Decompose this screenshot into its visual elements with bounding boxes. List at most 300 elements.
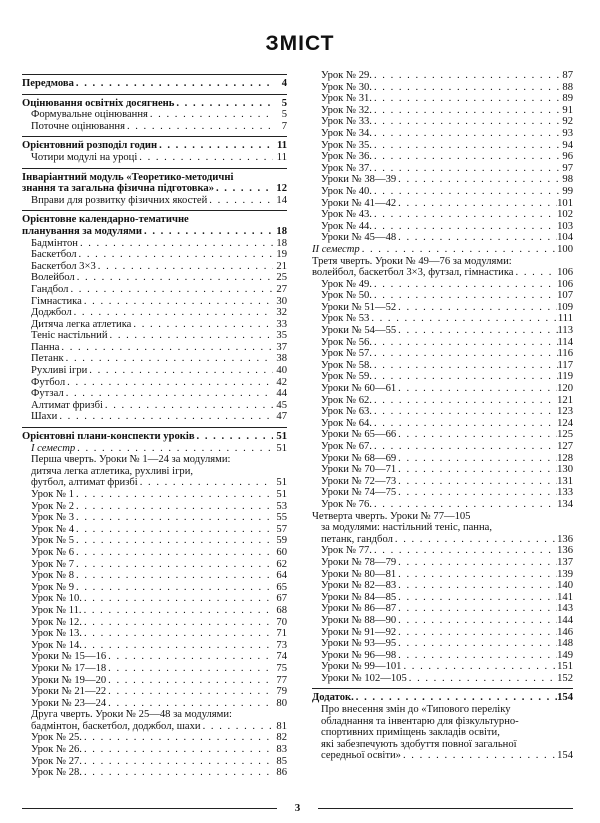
toc-entry-title: Уроки № 84—85 — [321, 591, 397, 603]
toc-entry-title: Уроки № 41—42 — [321, 197, 397, 209]
toc-entry-title: Уроки № 19—20 — [31, 674, 107, 686]
toc-entry-title: Урок № 3 — [31, 512, 75, 524]
toc-entry-title: Урок № 59. — [321, 371, 372, 383]
toc-entry — [22, 489, 287, 501]
toc-entry — [22, 249, 287, 261]
toc-entry-title: Петанк — [31, 353, 64, 365]
toc-entry-title: Уроки № 74—75 — [321, 487, 397, 499]
toc-page-number: 53 — [276, 500, 287, 512]
toc-page-number: 5 — [281, 97, 287, 109]
toc-entry-title: Урок № 14. — [31, 639, 82, 651]
toc-page-number: 21 — [276, 260, 287, 272]
dot-leader — [82, 640, 273, 652]
toc-page-number: 4 — [281, 78, 287, 89]
toc-entry-title: Урок № 44. — [321, 220, 372, 232]
toc-entry-title: Уроки № 45—48 — [321, 232, 397, 244]
toc-page-number: 18 — [276, 225, 287, 237]
toc-page-number: 127 — [557, 441, 573, 452]
dot-leader — [372, 105, 559, 117]
dot-leader — [137, 152, 273, 164]
toc-entry-title: Уроки № 65—66 — [321, 429, 397, 441]
toc-page-number: 91 — [562, 104, 573, 116]
dot-leader — [372, 337, 558, 349]
dot-leader — [407, 673, 557, 685]
toc-page-number: 113 — [557, 325, 573, 337]
toc-page-number: 83 — [276, 744, 287, 756]
toc-page-number: 125 — [557, 429, 573, 441]
toc-entry — [312, 82, 573, 94]
dot-leader — [372, 140, 559, 152]
page-footer — [22, 803, 573, 815]
toc-page-number: 67 — [276, 593, 287, 605]
toc-entry-title: Панна — [31, 341, 60, 353]
toc-entry-title: Урок № 28. — [31, 767, 82, 779]
dot-leader — [157, 140, 273, 152]
toc-entry-title: петанк, гандбол — [321, 533, 393, 545]
dot-leader — [372, 406, 557, 418]
toc-entry-title: футбол, алтимат фризбі — [31, 477, 138, 489]
toc-page-number: 119 — [557, 371, 573, 383]
toc-entry — [22, 582, 287, 594]
toc-entry-title: Уроки № 86—87 — [321, 603, 397, 615]
dot-leader — [396, 487, 557, 499]
dot-leader — [82, 593, 273, 605]
toc-entry — [312, 383, 573, 395]
dot-leader — [59, 342, 273, 354]
dot-leader — [108, 330, 273, 342]
toc-page-number: 87 — [562, 70, 573, 81]
toc-page-number: 128 — [557, 452, 573, 464]
toc-entry-title: Вправи для розвитку фізичних якостей — [31, 194, 208, 206]
toc-entry — [312, 232, 573, 244]
toc-page-number: 154 — [557, 750, 573, 762]
dot-leader — [82, 628, 273, 640]
toc-page-number: 131 — [557, 475, 573, 487]
toc-entry — [312, 476, 573, 488]
dot-leader — [148, 109, 273, 121]
toc-page-number: 154 — [557, 692, 573, 704]
dot-leader — [396, 198, 557, 210]
dot-leader — [372, 290, 557, 302]
dot-leader — [82, 732, 273, 744]
toc-page-number: 55 — [276, 512, 287, 524]
toc-entry — [312, 534, 573, 546]
toc-page-number: 144 — [557, 614, 573, 626]
toc-entry-title: Урок № 62. — [321, 394, 372, 406]
toc-entry-title: Урок № 26. — [31, 744, 82, 756]
toc-entry: які забезпечують здобуття повної загальної — [321, 738, 517, 750]
toc-entry — [22, 261, 287, 273]
toc-page-number: 68 — [276, 604, 287, 616]
toc-entry — [312, 174, 573, 186]
toc-page-number: 101 — [557, 197, 573, 209]
toc-entry: за модулями: настільний теніс, панна, — [321, 522, 492, 534]
toc-entry-title: Гандбол — [31, 283, 69, 295]
dot-leader — [396, 638, 557, 650]
toc-entry — [22, 330, 287, 342]
toc-entry — [312, 395, 573, 407]
toc-page-number: 85 — [276, 755, 287, 767]
dot-leader — [396, 429, 557, 441]
toc-entry-title: Уроки № 68—69 — [321, 452, 397, 464]
dot-leader — [75, 443, 273, 455]
toc-entry — [312, 545, 573, 557]
toc-entry — [22, 744, 287, 756]
dot-leader — [74, 570, 273, 582]
dot-leader — [396, 557, 557, 569]
toc-entry — [312, 70, 573, 82]
dot-leader — [138, 477, 273, 489]
toc-entry — [312, 279, 573, 291]
toc-entry-title: Урок № 5 — [31, 535, 75, 547]
toc-page-number: 73 — [276, 639, 287, 651]
toc-entry — [22, 651, 287, 663]
dot-leader — [74, 535, 273, 547]
toc-entry-title: Уроки № 70—71 — [321, 464, 397, 476]
toc-entry-title: Урок № 34. — [321, 127, 372, 139]
dot-leader — [75, 272, 273, 284]
toc-page-number: 19 — [276, 249, 287, 261]
toc-entry-title: Урок № 67. — [321, 441, 372, 452]
dot-leader — [372, 186, 559, 198]
dot-leader — [396, 383, 557, 395]
dot-leader — [396, 627, 557, 639]
dot-leader — [74, 524, 273, 536]
toc-entry-title: Урок № 7 — [31, 558, 75, 570]
toc-entry — [22, 756, 287, 768]
toc-entry — [312, 186, 573, 198]
dot-leader — [396, 325, 557, 337]
toc-entry — [312, 221, 573, 233]
dot-leader — [396, 302, 557, 314]
toc-entry: Четверта чверть. Уроки № 77—105 — [312, 510, 471, 522]
dot-leader — [106, 651, 273, 663]
dot-leader — [372, 441, 557, 453]
toc-entry — [22, 74, 287, 90]
toc-page-number: 123 — [557, 406, 573, 418]
toc-entry — [22, 353, 287, 365]
dot-leader — [74, 582, 273, 594]
toc-page-number: 75 — [276, 662, 287, 674]
toc-entry-title: Уроки № 17—18 — [31, 662, 107, 674]
toc-entry-title: Урок № 64. — [321, 417, 372, 429]
toc-entry — [312, 348, 573, 360]
toc-entry-title: Уроки № 54—55 — [321, 325, 397, 337]
toc-entry-title: Уроки № 72—73 — [321, 475, 397, 487]
dot-leader — [360, 244, 557, 256]
toc-page-number: 107 — [557, 290, 573, 302]
toc-page-number: 141 — [557, 591, 573, 603]
toc-entry-title: середньої освіти» — [321, 750, 401, 762]
toc-entry-title: Урок № 6 — [31, 546, 75, 558]
toc-entry-title: Урок № 57. — [321, 348, 372, 360]
toc-entry — [22, 721, 287, 733]
toc-entry-title: Доджбол — [31, 307, 72, 319]
dot-leader — [64, 353, 273, 365]
toc-page-number: 98 — [562, 174, 573, 186]
dot-leader — [372, 371, 558, 383]
toc-page-number: 134 — [557, 498, 573, 510]
toc-page-number: 151 — [557, 661, 573, 673]
toc-entry — [22, 136, 287, 152]
dot-leader — [201, 721, 273, 733]
toc-page-number: 35 — [276, 330, 287, 342]
toc-entry: Друга чверть. Уроки № 25—48 за модулями: — [31, 709, 233, 721]
toc-entry-title: знання та загальна фізична підготовка» — [22, 183, 214, 195]
toc-entry-title: Урок № 9 — [31, 581, 75, 593]
toc-entry — [312, 688, 573, 704]
toc-entry — [312, 163, 573, 175]
toc-entry — [22, 512, 287, 524]
toc-page-number: 30 — [276, 295, 287, 307]
toc-page-number: 86 — [276, 767, 287, 779]
dot-leader — [372, 348, 558, 360]
toc-page-number: 11 — [276, 151, 287, 163]
toc-entry — [22, 675, 287, 687]
toc-entry — [312, 441, 573, 453]
dot-leader — [106, 663, 273, 675]
dot-leader — [372, 93, 559, 105]
toc-entry-title: Волейбол — [31, 272, 75, 284]
toc-page-number: 81 — [276, 720, 287, 732]
toc-entry — [312, 313, 573, 325]
toc-page-number: 59 — [276, 535, 287, 547]
toc-entry — [312, 453, 573, 465]
dot-leader — [372, 395, 557, 407]
toc-entry-title: Передмова — [22, 78, 74, 89]
toc-entry-title: Уроки № 38—39 — [321, 174, 397, 186]
toc-entry — [22, 640, 287, 652]
toc-entry — [22, 605, 287, 617]
toc-entry — [312, 580, 573, 592]
toc-page-number: 140 — [557, 580, 573, 592]
toc-entry — [312, 290, 573, 302]
dot-leader — [74, 489, 273, 501]
toc-entry-title: Урок № 31. — [321, 93, 372, 105]
toc-page-number: 139 — [557, 568, 573, 580]
toc-entry — [312, 244, 573, 256]
toc-entry — [22, 477, 287, 489]
dot-leader — [372, 163, 559, 175]
toc-entry: Перша чверть. Уроки № 1—24 за модулями: — [31, 454, 231, 466]
toc-entry-title: Урок № 36. — [321, 151, 372, 163]
toc-page-number: 7 — [281, 120, 287, 132]
toc-entry — [312, 661, 573, 673]
toc-entry-title: Уроки № 21—22 — [31, 686, 107, 698]
toc-page-number: 116 — [557, 348, 573, 360]
page-title: ЗМІСТ — [265, 32, 335, 55]
toc-page-number: 121 — [557, 394, 573, 406]
toc-page-number: 102 — [557, 209, 573, 221]
toc-entry-title: Орієнтовний розподіл годин — [22, 140, 158, 152]
toc-entry — [22, 628, 287, 640]
toc-entry — [22, 443, 287, 455]
toc-page-number: 89 — [562, 93, 573, 105]
toc-entry-title: Футзал — [31, 388, 64, 400]
dot-leader — [68, 284, 273, 296]
toc-entry — [312, 116, 573, 128]
toc-entry — [22, 524, 287, 536]
dot-leader — [372, 279, 557, 291]
toc-page-number: 14 — [276, 194, 287, 206]
toc-page-number: 45 — [276, 399, 287, 411]
toc-entry — [22, 152, 287, 164]
toc-page-number: 32 — [276, 307, 287, 319]
toc-entry — [312, 198, 573, 210]
dot-leader — [82, 767, 273, 779]
toc-page-number: 74 — [276, 651, 287, 663]
toc-page-number: 146 — [557, 626, 573, 638]
toc-left-column — [22, 70, 287, 779]
dot-leader — [372, 209, 557, 221]
toc-entry — [22, 109, 287, 121]
toc-entry — [312, 650, 573, 662]
toc-entry — [22, 183, 287, 195]
toc-entry-title: Урок № 50. — [321, 290, 372, 302]
toc-entry — [312, 750, 573, 762]
toc-entry — [22, 195, 287, 207]
toc-entry-title: Урок № 2 — [31, 500, 75, 512]
toc-entry-title: Дитяча легка атлетика — [31, 318, 132, 330]
dot-leader — [195, 431, 273, 443]
toc-page-number: 33 — [276, 318, 287, 330]
toc-entry — [22, 284, 287, 296]
toc-entry — [22, 501, 287, 513]
toc-entry — [22, 570, 287, 582]
dot-leader — [396, 569, 557, 581]
toc-entry-title: Урок № 4 — [31, 523, 75, 535]
toc-entry — [312, 429, 573, 441]
dot-leader — [372, 360, 558, 372]
toc-entry — [312, 302, 573, 314]
toc-page-number: 47 — [276, 411, 287, 423]
toc-page-number: 104 — [557, 232, 573, 244]
toc-page-number: 88 — [562, 81, 573, 93]
toc-entry-title: Поточне оцінювання — [31, 120, 125, 132]
toc-page-number: 51 — [276, 489, 287, 500]
toc-entry-title: I семестр — [31, 442, 76, 454]
dot-leader — [214, 183, 273, 195]
toc-entry-title: Гімнастика — [31, 295, 82, 307]
toc-page-number: 71 — [276, 628, 287, 640]
dot-leader — [396, 453, 557, 465]
dot-leader — [82, 617, 273, 629]
toc-entry-title: Урок № 76. — [321, 498, 372, 510]
toc-entry — [22, 686, 287, 698]
toc-entry — [22, 342, 287, 354]
toc-entry-title: Уроки № 15—16 — [31, 651, 107, 663]
toc-page-number: 94 — [562, 139, 573, 151]
toc-entry: Про внесення змін до «Типового переліку — [321, 704, 511, 716]
toc-entry — [312, 267, 573, 279]
dot-leader — [106, 686, 273, 698]
dot-leader — [207, 195, 273, 207]
dot-leader — [106, 698, 273, 710]
toc-entry — [22, 593, 287, 605]
dot-leader — [72, 307, 273, 319]
toc-entry-title: Уроки № 96—98 — [321, 649, 397, 661]
toc-page-number: 148 — [557, 638, 573, 650]
toc-entry-title: Урок № 29. — [321, 70, 372, 81]
toc-entry — [312, 627, 573, 639]
dot-leader — [74, 547, 273, 559]
dot-leader — [74, 512, 273, 524]
toc-entry — [312, 325, 573, 337]
dot-leader — [82, 296, 273, 308]
dot-leader — [369, 313, 558, 325]
toc-page-number: 137 — [557, 556, 573, 568]
dot-leader — [514, 267, 558, 279]
toc-page-number: 93 — [562, 127, 573, 139]
toc-entry-title: Урок № 43. — [321, 209, 372, 221]
toc-page-number: 57 — [276, 523, 287, 535]
dot-leader — [372, 82, 559, 94]
dot-leader — [82, 756, 273, 768]
toc-entry-title: Чотири модулі на уроці — [31, 151, 138, 163]
dot-leader — [396, 174, 559, 186]
dot-leader — [372, 151, 559, 163]
dot-leader — [65, 377, 273, 389]
toc-entry-title: Шахи — [31, 411, 58, 423]
toc-entry-title: Урок № 35. — [321, 139, 372, 151]
toc-page-number: 103 — [557, 220, 573, 232]
toc-entry — [22, 411, 287, 423]
toc-entry-title: Урок № 8 — [31, 570, 75, 582]
footer-rule-right — [318, 808, 573, 809]
toc-entry — [312, 128, 573, 140]
dot-leader — [372, 116, 559, 128]
toc-entry — [312, 140, 573, 152]
dot-leader — [396, 615, 557, 627]
toc-entry — [312, 418, 573, 430]
toc-entry — [312, 673, 573, 685]
toc-entry: Інваріантний модуль «Теоретико-методичні — [22, 168, 287, 184]
toc-page-number: 124 — [557, 417, 573, 429]
dot-leader — [87, 365, 273, 377]
toc-entry — [22, 226, 287, 238]
toc-entry — [312, 151, 573, 163]
toc-page-number: 109 — [557, 301, 573, 313]
dot-leader — [74, 559, 273, 571]
toc-entry-title: Урок № 10. — [31, 593, 82, 605]
toc-entry — [22, 535, 287, 547]
toc-page-number: 65 — [276, 581, 287, 593]
toc-entry-title: Урок № 40. — [321, 185, 372, 197]
dot-leader — [396, 592, 557, 604]
toc-entry — [22, 427, 287, 443]
toc-entry — [312, 371, 573, 383]
toc-entry — [312, 487, 573, 499]
toc-page-number: 99 — [562, 185, 573, 197]
toc-entry-title: Урок № 49. — [321, 278, 372, 290]
dot-leader — [372, 128, 559, 140]
toc-entry — [312, 557, 573, 569]
dot-leader — [372, 499, 557, 511]
toc-entry-title: Урок № 33. — [321, 116, 372, 128]
toc-entry-title: Урок № 11. — [31, 604, 82, 616]
dot-leader — [77, 249, 273, 261]
toc-page-number: 143 — [557, 603, 573, 615]
toc-entry-title: Урок № 27. — [31, 755, 82, 767]
toc-entry — [22, 559, 287, 571]
toc-page-number: 40 — [276, 365, 287, 377]
toc-entry — [312, 638, 573, 650]
toc-entry — [312, 406, 573, 418]
toc-entry-title: волейбол, баскетбол 3×3, футзал, гімнастика — [312, 267, 514, 279]
toc-page-number: 97 — [562, 162, 573, 174]
toc-entry-title: Урок № 63. — [321, 406, 372, 418]
toc-entry — [22, 617, 287, 629]
